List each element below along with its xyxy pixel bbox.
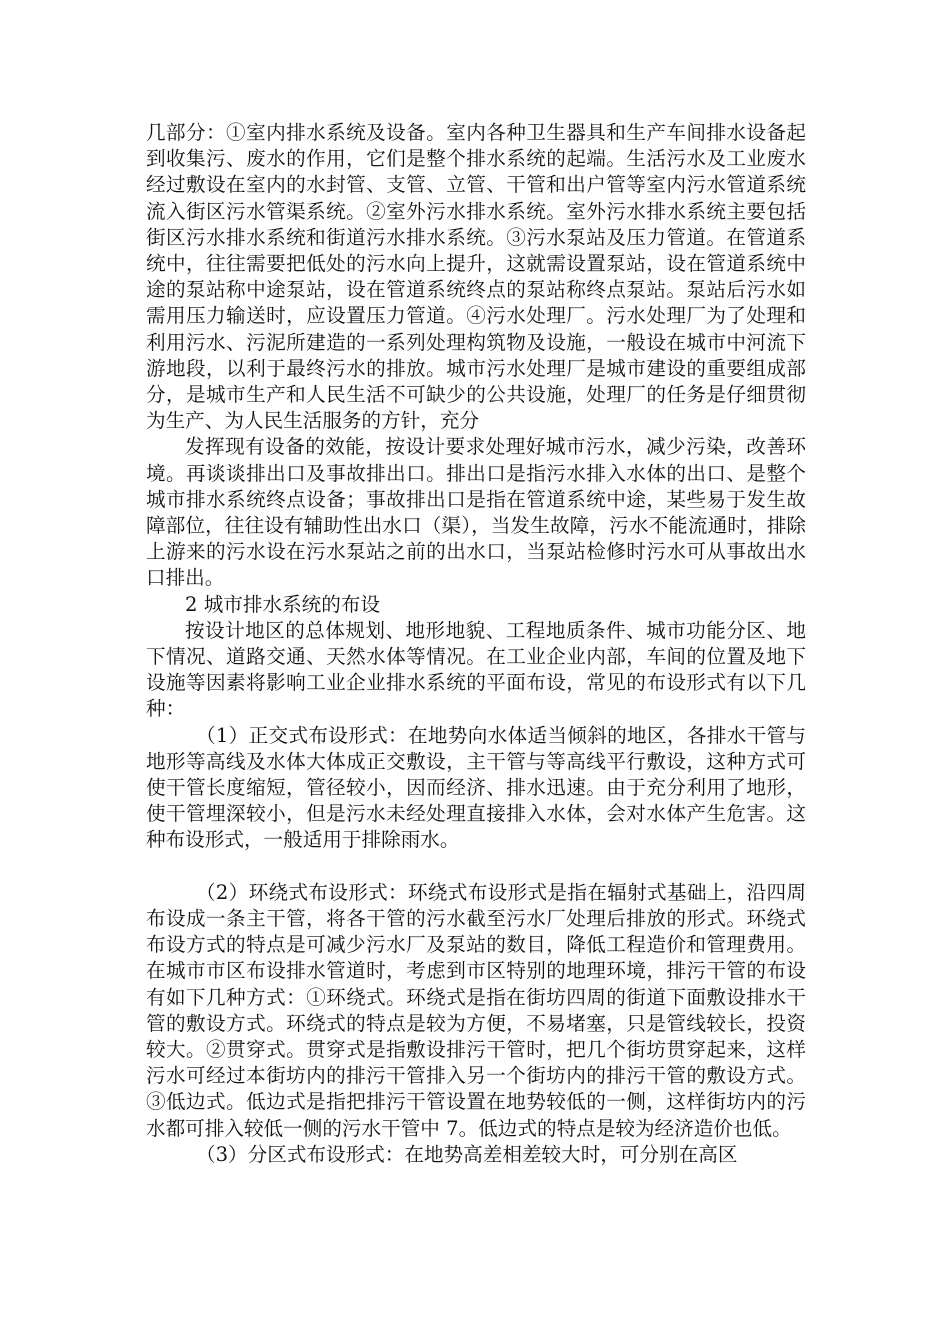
paragraph-ring-layout: （2）环绕式布设形式：环绕式布设形式是指在辐射式基础上，沿四周布设成一条主干管，将各干管的污水截至污水厂处理后排放的形式。环绕式布设方式的特点是可减少污水厂及泵站的数目，降低工程造价和管理费用。在城市市区布设排水管道时，考虑到市区特别的地理环境，排污干管的布设有如下几种方式：①环绕式。环绕式是指在街坊四周的街道下面敷设排水干管的敷设方式。环绕式的特点是较为方便，不易堵塞，只是管线较长，投资较大。②贯穿式。贯穿式是指敷设排污干管时，把几个街坊贯穿起来，这样污水可经过本街坊内的排污干管排入另一个街坊内的排污干管的敷设方式。③低边式。低边式是指把排污干管设置在地势较低的一侧，这样街坊内的污水都可排入较低一侧的污水干管中 7。低边式的特点是较为经济造价也低。	[146, 880, 806, 1140]
paragraph-layout-intro: 按设计地区的总体规划、地形地貌、工程地质条件、城市功能分区、地下情况、道路交通、天然水体等情况。在工业企业内部，车间的位置及地下设施等因素将影响工业企业排水系统的平面布设，常见的布设形式有以下几种：	[146, 618, 806, 721]
paragraph-outfalls: 发挥现有设备的效能，按设计要求处理好城市污水，减少污染，改善环境。再谈谈排出口及事故排出口。排出口是指污水排入水体的出口、是整个城市排水系统终点设备；事故排出口是指在管道系统中途，某些易于发生故障部位，往往设有辅助性出水口（渠），当发生故障，污水不能流通时，排除上游来的污水设在污水泵站之前的出水口，当泵站检修时污水可从事故出水口排出。	[146, 435, 806, 590]
section-heading-layout: 2 城市排水系统的布设	[185, 592, 381, 616]
paragraph-drainage-components: 几部分：①室内排水系统及设备。室内各种卫生器具和生产车间排水设备起到收集污、废水的作用，它们是整个排水系统的起端。生活污水及工业废水经过敷设在室内的水封管、支管、立管、干管和出户管等室内污水管道系统流入街区污水管渠系统。②室外污水排水系统。室外污水排水系统主要包括街区污水排水系统和街道污水排水系统。③污水泵站及压力管道。在管道系统中，往往需要把低处的污水向上提升，这就需设置泵站，设在管道系统中途的泵站称中途泵站，设在管道系统终点的泵站称终点泵站。泵站后污水如需用压力输送时，应设置压力管道。④污水处理厂。污水处理厂为了处理和利用污水、污泥所建造的一系列处理构筑物及设施，一般设在城市中河流下游地段，以利于最终污水的排放。城市污水处理厂是城市建设的重要组成部分，是城市生产和人民生活不可缺少的公共设施，处理厂的任务是仔细贯彻为生产、为人民生活服务的方针，充分	[146, 121, 806, 433]
document-page	[146, 120, 806, 1168]
paragraph-zoned-layout: （3）分区式布设形式：在地势高差相差较大时，可分别在高区	[196, 1142, 738, 1166]
paragraph-orthogonal-layout: （1）正交式布设形式：在地势向水体适当倾斜的地区，各排水干管与地形等高线及水体大体成正交敷设，主干管与等高线平行敷设，这种方式可使干管长度缩短，管径较小，因而经济、排水迅速。由于充分利用了地形，使干管埋深较小，但是污水未经处理直接排入水体，会对水体产生危害。这种布设形式，一般适用于排除雨水。	[146, 723, 806, 852]
